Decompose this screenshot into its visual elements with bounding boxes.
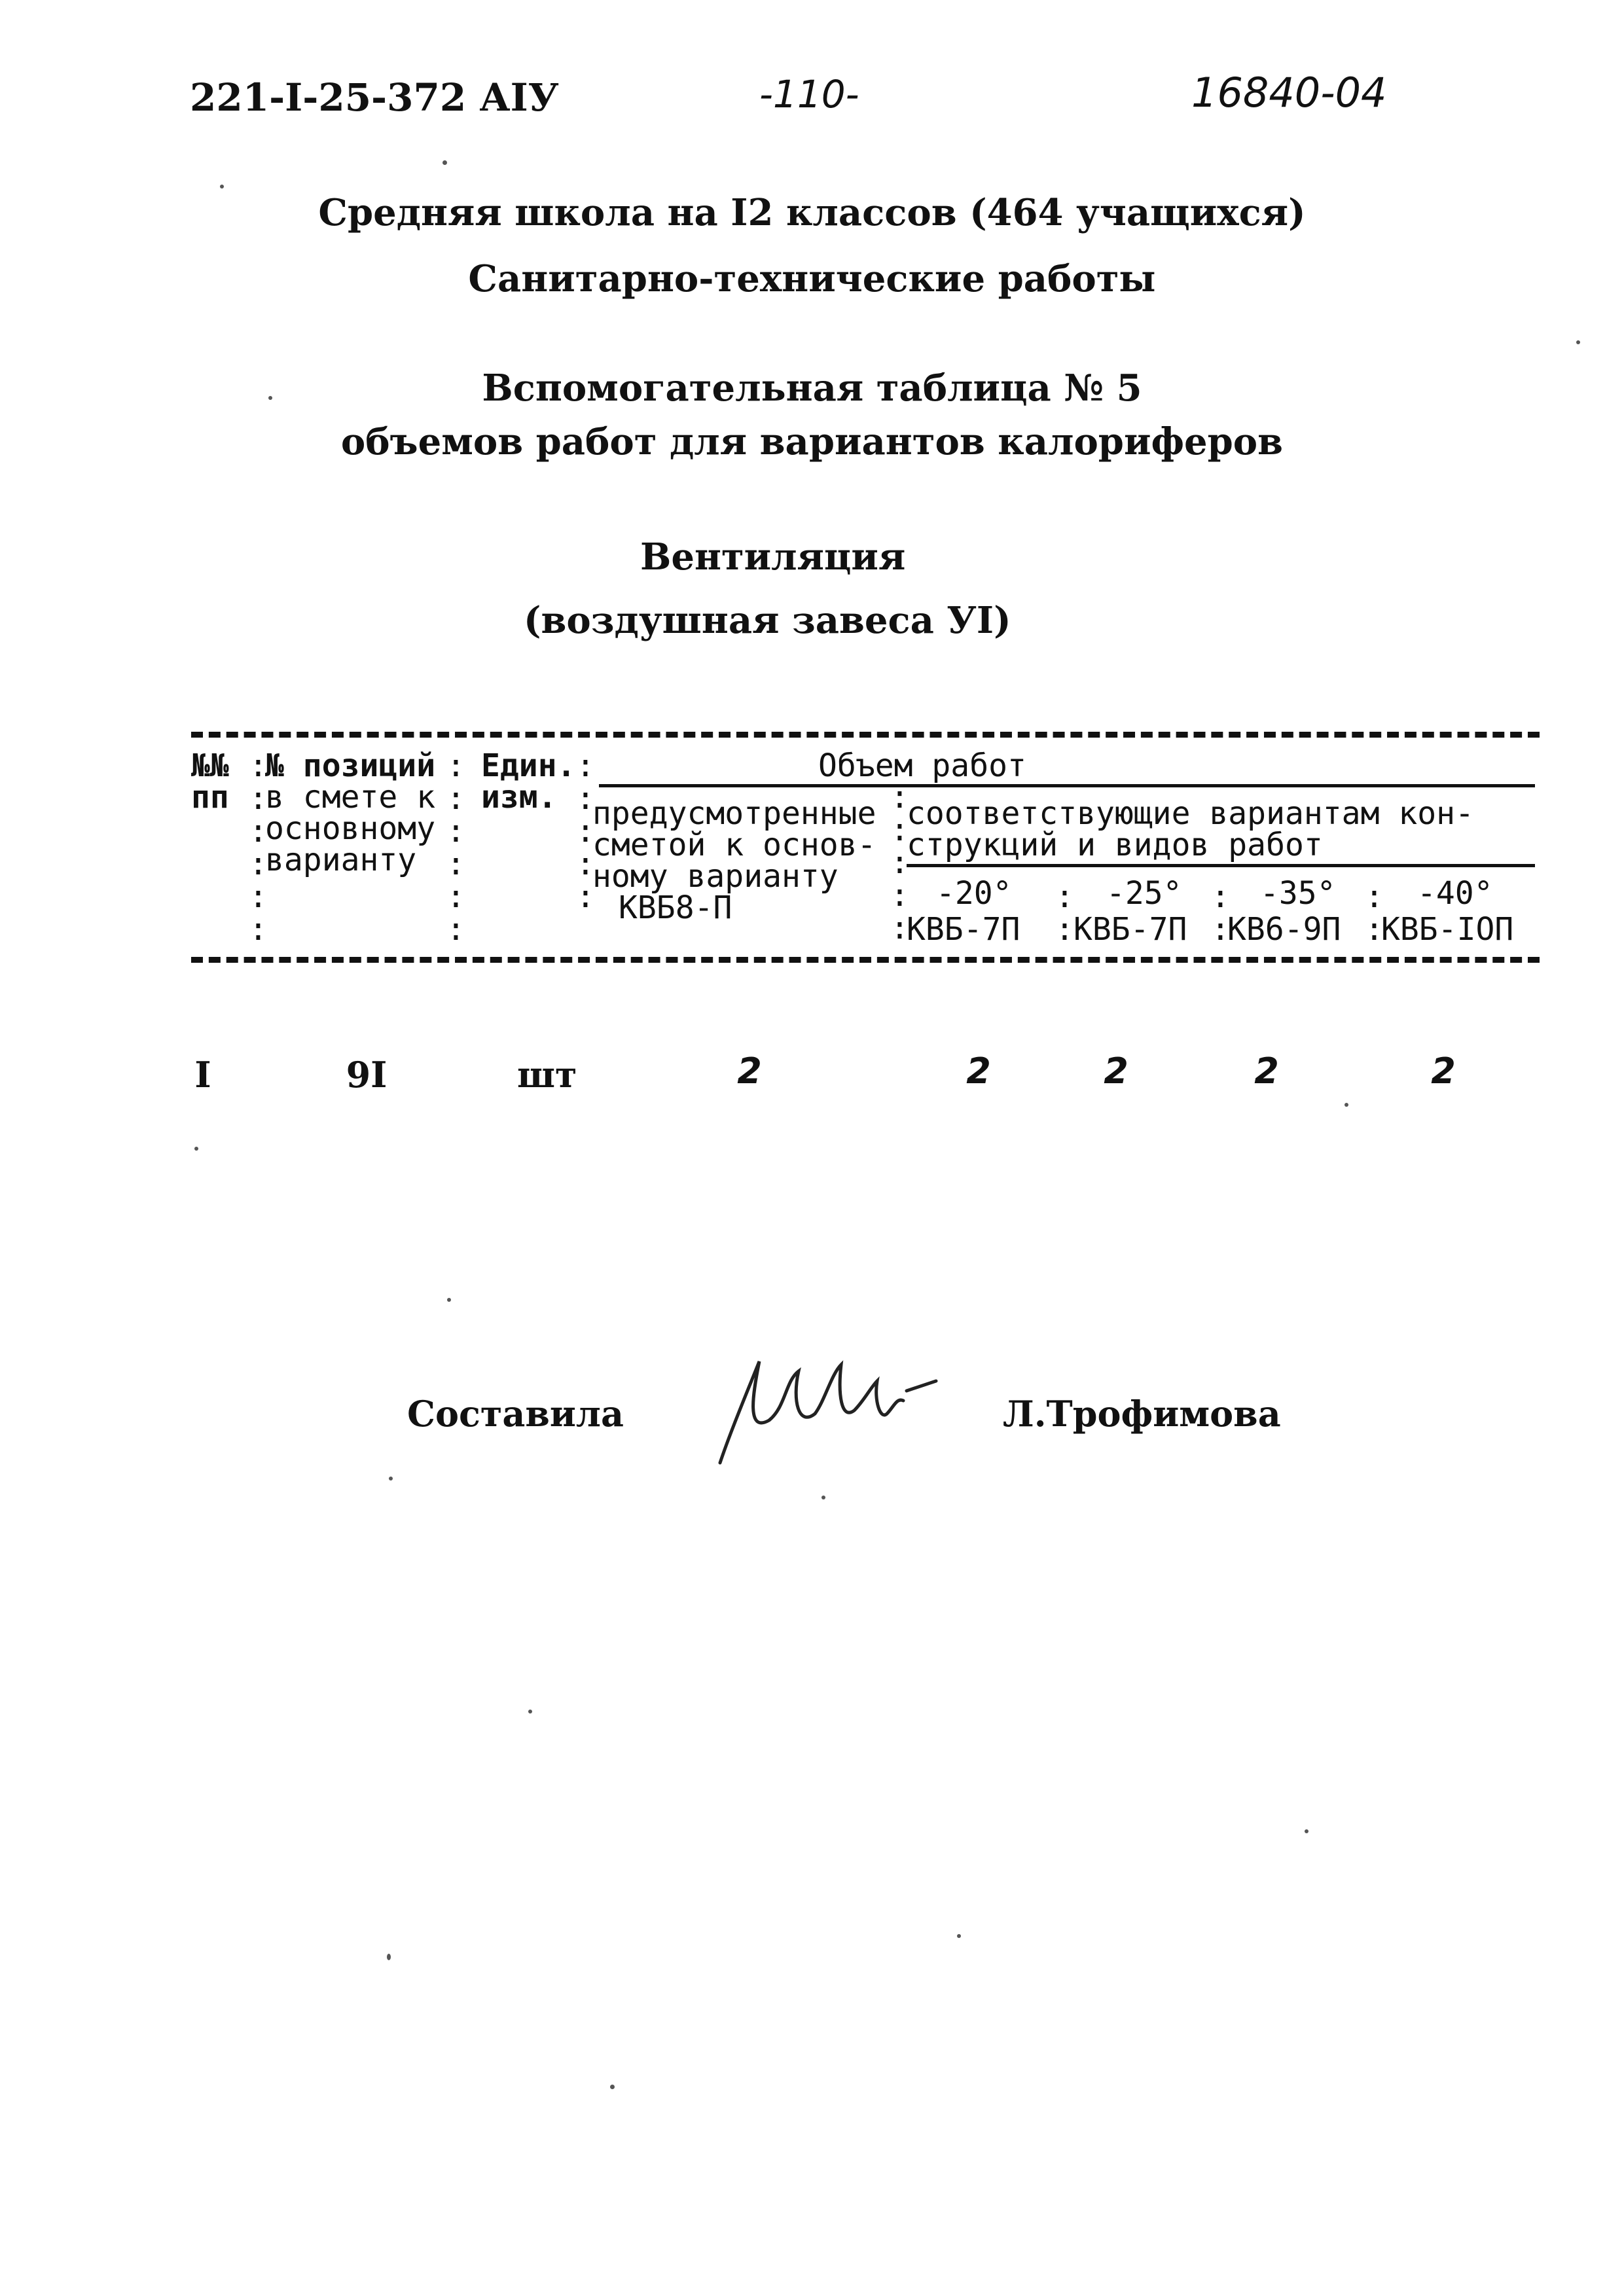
document-code: 221-I-25-372 АIУ — [190, 75, 559, 120]
header-base-line4: КВБ8-П — [619, 889, 732, 926]
variant-4-temp: -40° — [1417, 875, 1493, 912]
variant-2-type: КВБ-7П — [1074, 911, 1187, 948]
header-volume-group: Объем работ — [818, 747, 1026, 784]
scan-speck — [387, 1954, 391, 1960]
variant-1-temp: -20° — [936, 875, 1012, 912]
table-header-bottom-border — [191, 957, 1540, 963]
scan-speck — [194, 1147, 198, 1151]
row-variant-1-value: 2 — [966, 1050, 991, 1092]
header-position-line3: основному — [265, 810, 436, 847]
row-num: I — [194, 1054, 211, 1096]
title-table-subject: объемов работ для вариантов калориферов — [340, 420, 1284, 463]
scan-speck — [1576, 340, 1580, 344]
title-table-number: Вспомогательная таблица № 5 — [482, 367, 1142, 410]
scan-speck — [220, 185, 224, 188]
page-number: -110- — [759, 72, 859, 117]
header-base-line2: сметой к основ- — [592, 827, 876, 863]
column-separator: : : : : : : — [249, 747, 268, 948]
variant-1-type: КВБ-7П — [907, 911, 1020, 948]
header-unit-line2: изм. — [481, 779, 557, 816]
header-position-line1: № позиций — [265, 747, 436, 784]
scan-speck — [821, 1496, 825, 1499]
title-subsection: (воздушная завеса УI) — [524, 599, 1011, 642]
header-base-line3: ному варианту — [592, 858, 839, 895]
archive-number: 16840-04 — [1191, 69, 1387, 117]
variant-2-temp: -25° — [1106, 875, 1182, 912]
header-base-line1: предусмотренные — [592, 795, 876, 832]
row-position: 9I — [346, 1054, 388, 1096]
column-separator: : : — [1211, 878, 1230, 948]
scan-speck — [442, 160, 447, 165]
title-works: Санитарно-технические работы — [468, 257, 1156, 300]
column-separator: : : : : : — [890, 779, 909, 946]
header-num-line1: №№ — [191, 747, 229, 784]
column-separator: : : : : : : — [446, 747, 465, 948]
row-variant-2-value: 2 — [1104, 1050, 1128, 1092]
scan-speck — [389, 1477, 393, 1480]
header-variants-line1: соответствующие вариантам кон- — [907, 795, 1474, 832]
scan-speck — [1305, 1829, 1308, 1833]
row-base-value: 2 — [737, 1050, 762, 1092]
header-num-line2: пп — [191, 779, 229, 816]
title-school: Средняя школа на I2 классов (464 учащихся) — [318, 191, 1306, 234]
table-top-border — [191, 732, 1540, 738]
scan-speck — [528, 1710, 532, 1713]
variant-3-temp: -35° — [1260, 875, 1336, 912]
column-separator: : : — [1365, 878, 1384, 948]
compiler-name: Л.Трофимова — [1003, 1393, 1281, 1435]
group-title-rule — [599, 784, 1535, 787]
scan-speck — [268, 396, 272, 400]
scan-speck — [447, 1298, 451, 1302]
variant-3-type: КВ6-9П — [1227, 911, 1341, 948]
column-separator: : : : : : — [576, 747, 595, 915]
variant-4-type: КВБ-IОП — [1381, 911, 1514, 948]
header-variants-line2: струкций и видов работ — [907, 827, 1323, 863]
compiled-by-label: Составила — [407, 1393, 624, 1435]
scan-speck — [1344, 1103, 1348, 1107]
variants-title-rule — [907, 864, 1535, 867]
header-unit-line1: Един. — [481, 747, 576, 784]
scan-speck — [957, 1934, 961, 1938]
header-position-line4: варианту — [265, 842, 417, 878]
column-separator: : : — [1055, 878, 1074, 948]
row-unit: шт — [517, 1054, 577, 1096]
header-position-line2: в смете к — [265, 779, 436, 816]
row-variant-4-value: 2 — [1431, 1050, 1456, 1092]
title-section: Вентиляция — [640, 535, 906, 579]
row-variant-3-value: 2 — [1254, 1050, 1279, 1092]
scan-speck — [610, 2085, 615, 2089]
signature-icon — [707, 1335, 956, 1473]
